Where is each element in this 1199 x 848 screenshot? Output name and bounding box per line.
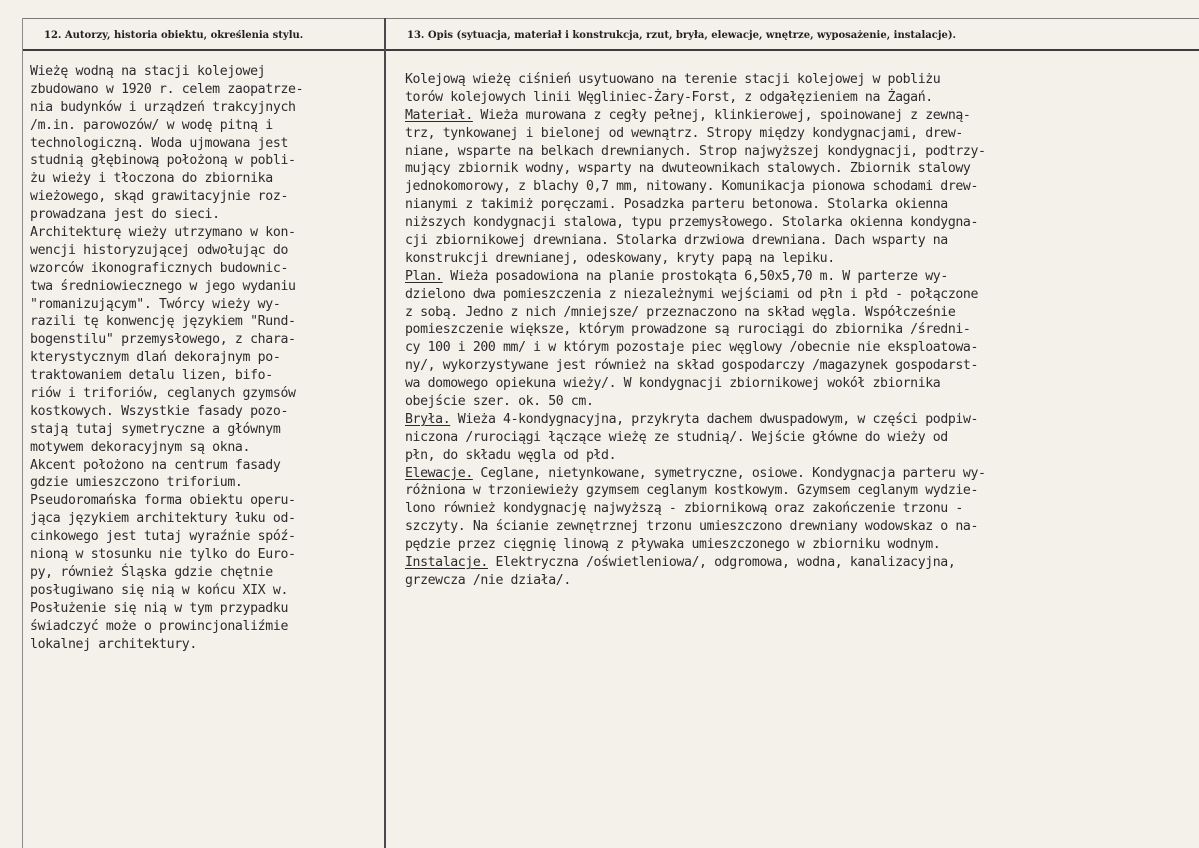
history-text-line: stają tutaj symetryczne a głównym [30,421,281,437]
description-text: cy 100 i 200 mm/ i w którym pozostaje piec węglowy /obecnie nie eksploatowa- [405,340,979,356]
history-text-line: zbudowano w 1920 r. celem zaopatrze- [30,81,304,97]
history-text-line: jąca językiem architektury łuku od- [30,511,296,527]
description-text-line [405,232,986,250]
description-text: ny/, wykorzystywane jest również na skład gospodarczy /magazynek gospodarst- [405,358,979,374]
description-text: wa domowego opiekuna wieży/. W kondygnacji zbiornikowej wokół zbiornika [405,376,941,392]
history-text-line: riów i triforiów, ceglanych gzymsów [30,386,296,402]
section-12-header: 12. Autorzy, historia obiektu, określenia stylu. [44,30,304,41]
top-rule [22,18,1199,19]
description-text: niane, wsparte na belkach drewnianych. Strop najwyższej kondygnacji, podtrzy- [405,143,986,159]
description-text-line [405,178,986,196]
history-text-line: traktowaniem detalu lizen, bifo- [30,368,273,384]
description-text-line [405,286,986,304]
description-text: płn, do składu węgla od płd. [405,447,617,463]
history-text-column [30,63,303,653]
description-text: Kolejową wieżę ciśnień usytuowano na terenie stacji kolejowej w pobliżu [405,72,941,87]
description-text-line [405,572,986,590]
history-text-line: kostkowych. Wszystkie fasady pozo- [30,403,289,419]
history-text-line: razili tę konwencję językiem "Rund- [30,314,296,330]
history-text-line: "romanizującym". Twórcy wieży wy- [30,296,281,312]
description-text-line [405,357,986,375]
description-text: trz, tynkowanej i bielonej od wewnątrz. Stropy między kondygnacjami, drew- [405,125,963,141]
description-text: Wieża murowana z cegły pełnej, klinkierowej, spoinowanej z zewną- [472,107,971,123]
history-text-line: cinkowego jest tutaj wyraźnie spóź- [30,529,296,545]
left-border [22,18,23,848]
description-text-line [405,89,986,107]
section-lead-label: Bryła. [405,411,451,427]
description-text-line [405,518,986,536]
description-text-line [405,71,986,89]
description-text-line [405,447,986,465]
description-text: z sobą. Jedno z nich /mniejsze/ przeznaczono na skład węgla. Współcześnie [405,304,956,320]
description-text: konstrukcji drewnianej, odeskowany, kryty papą na lepiku. [405,250,835,266]
description-text-line [405,196,986,214]
description-text: jednokomorowy, z blachy 0,7 mm, nitowany. Komunikacja pionowa schodami drew- [405,179,979,195]
description-text-line [405,339,986,357]
history-text-line: kterystycznym dlań dekorajnym po- [30,350,281,366]
description-text-line [405,143,986,161]
description-text: Ceglane, nietynkowane, symetryczne, osiowe. Kondygnacja parteru wy- [472,465,986,481]
description-text-line [405,465,986,483]
description-text-line [405,429,986,447]
description-text: obejście szer. ok. 50 cm. [405,394,594,410]
description-text: torów kolejowych linii Węgliniec-Żary-Forst, z odgałęzieniem na Żagań. [405,89,933,105]
history-text-line: Architekturę wieży utrzymano w kon- [30,225,296,241]
history-text-line: gdzie umieszczono triforium. [30,475,243,491]
description-text: niczona /rurociągi łączące wieżę ze studnią/. Wejście główne do wieży od [405,429,948,445]
description-text: mujący zbiornik wodny, wsparty na dwuteownikach stalowych. Zbiornik stalowy [405,161,971,177]
history-text-line: twa średniowiecznego w jego wydaniu [30,278,296,294]
section-lead-label: Elewacje. [405,465,473,481]
header-rule [22,49,1199,51]
description-text: grzewcza /nie działa/. [405,572,571,588]
description-text: różniona w trzoniewieży gzymsem ceglanym kostkowym. Gzymsem ceglanym wydzie- [405,483,979,499]
history-text-line: Akcent położono na centrum fasady [30,457,281,473]
history-text-line: świadczyć może o prowincjonaliźmie [30,618,289,634]
description-text: niższych kondygnacji stalowa, typu przemysłowego. Stolarka okienna kondygna- [405,215,979,231]
description-text-line [405,214,986,232]
description-text: lono również kondygnację najwyższą - zbiornikową oraz zakończenie trzonu - [405,501,963,517]
history-text-line: py, również Śląska gdzie chętnie [30,564,273,580]
history-text-line: wencji historyzującej odwołując do [30,242,289,258]
history-text-line: /m.in. parowozów/ w wodę pitną i [30,117,273,133]
description-text: nianymi z takimiż poręczami. Posadzka parteru betonowa. Stolarka okienna [405,197,948,213]
history-text-line: motywem dekoracyjnym są okna. [30,439,251,455]
history-text-line: studnią głębinową położoną w pobli- [30,153,296,169]
column-divider [384,18,386,848]
description-text-line [405,536,986,554]
description-text-line [405,160,986,178]
description-text-line [405,554,986,572]
history-text-line: wzorców ikonograficznych budownic- [30,260,289,276]
description-text: Wieża 4-kondygnacyjna, przykryta dachem dwuspadowym, w części podpiw- [450,411,979,427]
description-text-line [405,482,986,500]
description-text-line [405,107,986,125]
description-text: pędzie przez cięgnię linową z pływaka umieszczonego w zbiorniku wodnym. [405,537,941,553]
description-text-line [405,125,986,143]
description-text-line [405,375,986,393]
description-text: szczyty. Na ścianie zewnętrznej trzonu umieszczono drewniany wodowskaz o na- [405,519,979,535]
description-text-column [405,71,986,590]
description-text: cji zbiornikowej drewniana. Stolarka drzwiowa drewniana. Dach wsparty na [405,233,948,249]
history-text-line: technologiczną. Woda ujmowana jest [30,135,289,151]
history-text-line: nia budynków i urządzeń trakcyjnych [30,99,296,115]
description-text-line [405,411,986,429]
section-lead-label: Materiał. [405,107,473,123]
description-text-line [405,304,986,322]
history-text-line: żu wieży i tłoczona do zbiornika [30,171,273,187]
history-text-line: wieżowego, skąd grawitacyjnie roz- [30,189,289,205]
history-text-line: prowadzana jest do sieci. [30,207,220,223]
description-text-line [405,321,986,339]
history-text-line: bogenstilu" przemysłowego, z chara- [30,332,296,348]
description-text-line [405,500,986,518]
history-text-line: Posłużenie się nią w tym przypadku [30,600,289,616]
description-text: Elektryczna /oświetleniowa/, odgromowa, wodna, kanalizacyjna, [487,555,956,571]
history-text-line: nioną w stosunku nie tylko do Euro- [30,547,296,563]
section-lead-label: Plan. [405,268,443,284]
description-text-line [405,393,986,411]
description-text: pomieszczenie większe, którym prowadzone są rurociągi do zbiornika /średni- [405,322,971,338]
history-text-line: posługiwano się nią w końcu XIX w. [30,582,289,598]
history-text-line: lokalnej architektury. [30,636,197,652]
section-lead-label: Instalacje. [405,555,488,571]
section-13-header: 13. Opis (sytuacja, materiał i konstrukcja, rzut, bryła, elewacje, wnętrze, wyposażenie, instalacje). [407,30,957,41]
history-text-line: Pseudoromańska forma obiektu operu- [30,493,296,509]
description-text-line [405,268,986,286]
history-text-line: Wieżę wodną na stacji kolejowej [30,64,266,79]
description-text: Wieża posadowiona na planie prostokąta 6,50x5,70 m. W parterze wy- [442,268,948,284]
description-text: dzielono dwa pomieszczenia z niezależnymi wejściami od płn i płd - połączone [405,286,979,302]
description-text-line [405,250,986,268]
